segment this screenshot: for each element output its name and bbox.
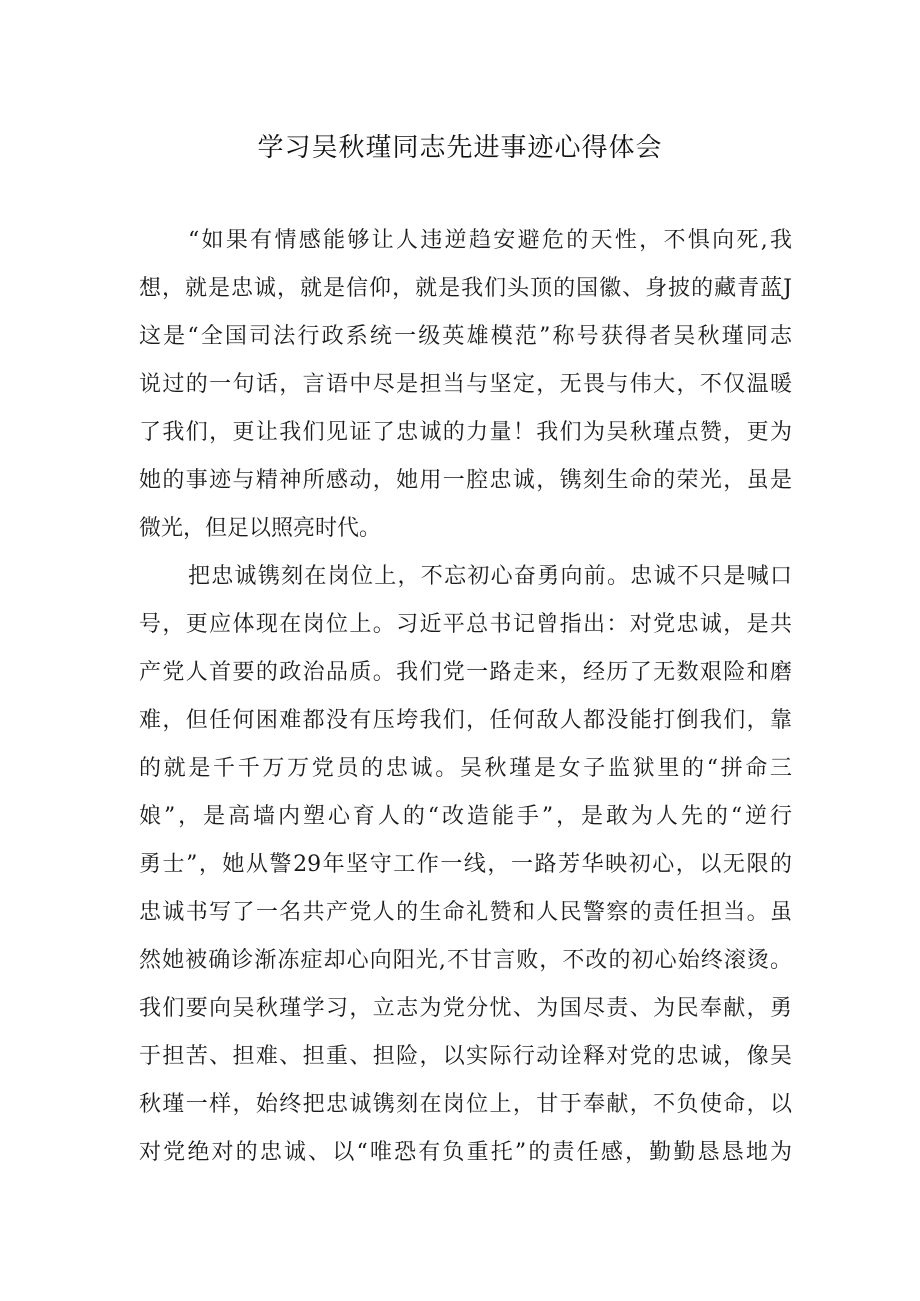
paragraph-1-line-6: 她的事迹与精神所感动，她用一腔忠诚，镌刻生命的荣光，虽是 (139, 468, 792, 493)
paragraph-2-line-5: 的就是千千万万党员的忠诚。吴秋瑾是女子监狱里的“拼命三 (139, 756, 792, 781)
paragraph-1-line-7: 微光，但足以照亮时代。 (139, 516, 382, 541)
paragraph-2-line-8: 忠诚书写了一名共产党人的生命礼赞和人民警察的责任担当。虽 (139, 900, 792, 925)
paragraph-2-line-4: 难，但任何困难都没有压垮我们，任何敌人都没能打倒我们，靠 (139, 708, 792, 733)
paragraph-2-line-3: 产党人首要的政治品质。我们党一路走来，经历了无数艰险和磨 (139, 660, 792, 685)
paragraph-2-line-6: 娘”，是高墙内塑心育人的“改造能手”，是敢为人先的“逆行 (139, 804, 792, 829)
paragraph-1-line-1: “如果有情感能够让人违逆趋安避危的天性，不惧向死,我 (188, 228, 792, 253)
paragraph-2-line-11: 于担苦、担难、担重、担险，以实际行动诠释对党的忠诚，像吴 (139, 1044, 792, 1069)
document-title: 学习吴秋瑾同志先进事迹心得体会 (257, 133, 663, 163)
paragraph-2-line-13: 对党绝对的忠诚、以“唯恐有负重托”的责任感，勤勤恳恳地为 (139, 1140, 792, 1165)
paragraph-1-line-2: 想，就是忠诚，就是信仰，就是我们头顶的国徽、身披的藏青蓝J (139, 276, 792, 301)
paragraph-2-line-2: 号，更应体现在岗位上。习近平总书记曾指出：对党忠诚，是共 (139, 612, 792, 637)
paragraph-1-line-3: 这是“全国司法行政系统一级英雄模范”称号获得者吴秋瑾同志 (139, 324, 792, 349)
paragraph-1-line-4: 说过的一句话，言语中尽是担当与坚定，无畏与伟大，不仅温暖 (139, 372, 792, 397)
paragraph-1-line-5: 了我们，更让我们见证了忠诚的力量！我们为吴秋瑾点赞，更为 (139, 420, 792, 445)
paragraph-2-line-7: 勇士”，她从警29年坚守工作一线，一路芳华映初心，以无限的 (139, 852, 792, 877)
paragraph-2-line-10: 我们要向吴秋瑾学习，立志为党分忧、为国尽责、为民奉献，勇 (139, 996, 792, 1021)
paragraph-2-line-9: 然她被确诊渐冻症却心向阳光,不甘言败，不改的初心始终滚烫。 (139, 948, 792, 973)
paragraph-2-line-1: 把忠诚镌刻在岗位上，不忘初心奋勇向前。忠诚不只是喊口 (188, 564, 792, 589)
paragraph-2-line-12: 秋瑾一样，始终把忠诚镌刻在岗位上，甘于奉献，不负使命，以 (139, 1092, 792, 1117)
